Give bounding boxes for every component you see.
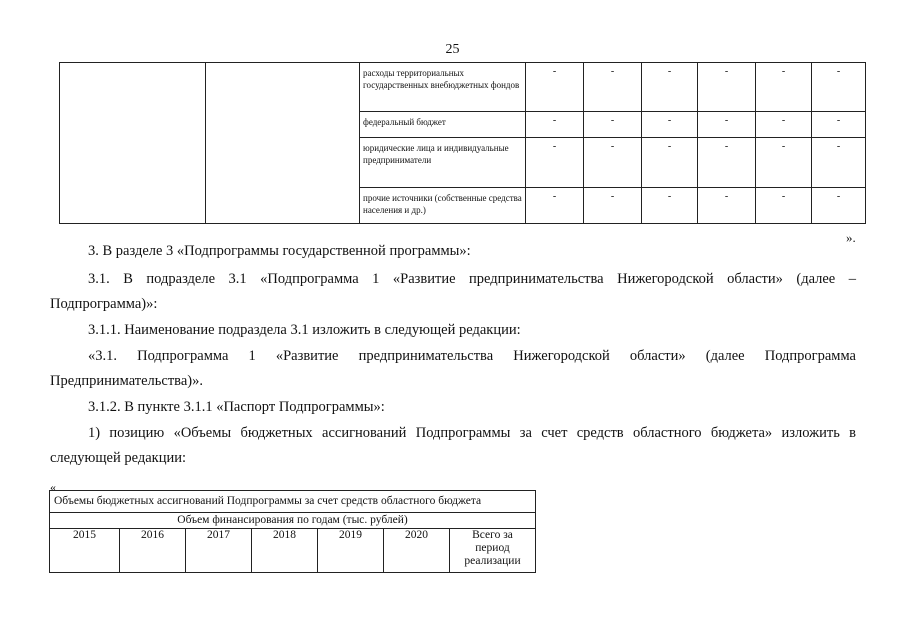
- page-number: 25: [445, 42, 460, 57]
- value-cell: -: [526, 188, 584, 224]
- paragraph-3-1-line2: Подпрограмма)»:: [50, 296, 158, 312]
- paragraph-new-title-line2: Предпринимательства)».: [50, 373, 203, 389]
- closing-quote: ».: [846, 230, 856, 245]
- value-cell: -: [526, 63, 584, 112]
- paragraph-3-1-line1: 3.1. В подразделе 3.1 «Подпрограмма 1 «Развитие предпринимательства Нижегородской области» (далее –: [88, 271, 856, 287]
- value-cell: -: [698, 138, 756, 188]
- year-header: 2018: [252, 529, 318, 573]
- funding-source-label: федеральный бюджет: [360, 112, 526, 138]
- value-cell: -: [526, 112, 584, 138]
- table-title: Объемы бюджетных ассигнований Подпрограммы за счет средств областного бюджета: [50, 491, 536, 513]
- value-cell: -: [698, 63, 756, 112]
- value-cell: -: [642, 112, 698, 138]
- value-cell: -: [526, 138, 584, 188]
- funding-source-label: расходы территориальных государственных внебюджетных фондов: [360, 63, 526, 112]
- paragraph-3-1-2: 3.1.2. В пункте 3.1.1 «Паспорт Подпрограммы»:: [88, 399, 385, 415]
- paragraph-3-1-1: 3.1.1. Наименование подраздела 3.1 изложить в следующей редакции:: [88, 322, 521, 338]
- year-header: 2019: [318, 529, 384, 573]
- value-cell: -: [698, 112, 756, 138]
- value-cell: -: [698, 188, 756, 224]
- paragraph-item-1-line1: 1) позицию «Объемы бюджетных ассигнований Подпрограммы за счет средств областного бюджета» изложить в: [88, 425, 856, 441]
- value-cell: -: [584, 188, 642, 224]
- value-cell: -: [812, 188, 866, 224]
- funding-source-label: прочие источники (собственные средства населения и др.): [360, 188, 526, 224]
- funding-sources-table: [59, 62, 866, 224]
- value-cell: -: [642, 188, 698, 224]
- table-row: [50, 529, 536, 573]
- value-cell: -: [812, 112, 866, 138]
- table-row: [50, 513, 536, 529]
- table-row: [50, 491, 536, 513]
- year-header: 2020: [384, 529, 450, 573]
- value-cell: -: [642, 63, 698, 112]
- paragraph-section-3: 3. В разделе 3 «Подпрограммы государственной программы»:: [88, 243, 471, 259]
- value-cell: -: [584, 112, 642, 138]
- table-row: [60, 63, 866, 112]
- funding-source-label: юридические лица и индивидуальные предприниматели: [360, 138, 526, 188]
- paragraph-item-1-line2: следующей редакции:: [50, 450, 187, 466]
- value-cell: -: [812, 63, 866, 112]
- empty-cell: [206, 63, 360, 224]
- budget-allocation-table: [49, 490, 536, 573]
- value-cell: -: [812, 138, 866, 188]
- value-cell: -: [756, 112, 812, 138]
- year-header: 2015: [50, 529, 120, 573]
- year-header: 2016: [120, 529, 186, 573]
- year-header: 2017: [186, 529, 252, 573]
- value-cell: -: [756, 63, 812, 112]
- opening-quote: «: [50, 480, 56, 494]
- value-cell: -: [584, 138, 642, 188]
- empty-cell: [60, 63, 206, 224]
- value-cell: -: [756, 138, 812, 188]
- table-subtitle: Объем финансирования по годам (тыс. рублей): [50, 513, 536, 529]
- total-header: Всего за период реализации: [450, 529, 536, 573]
- value-cell: -: [756, 188, 812, 224]
- paragraph-new-title-line1: «3.1. Подпрограмма 1 «Развитие предпринимательства Нижегородской области» (далее Подпрограмма: [88, 348, 856, 364]
- value-cell: -: [584, 63, 642, 112]
- value-cell: -: [642, 138, 698, 188]
